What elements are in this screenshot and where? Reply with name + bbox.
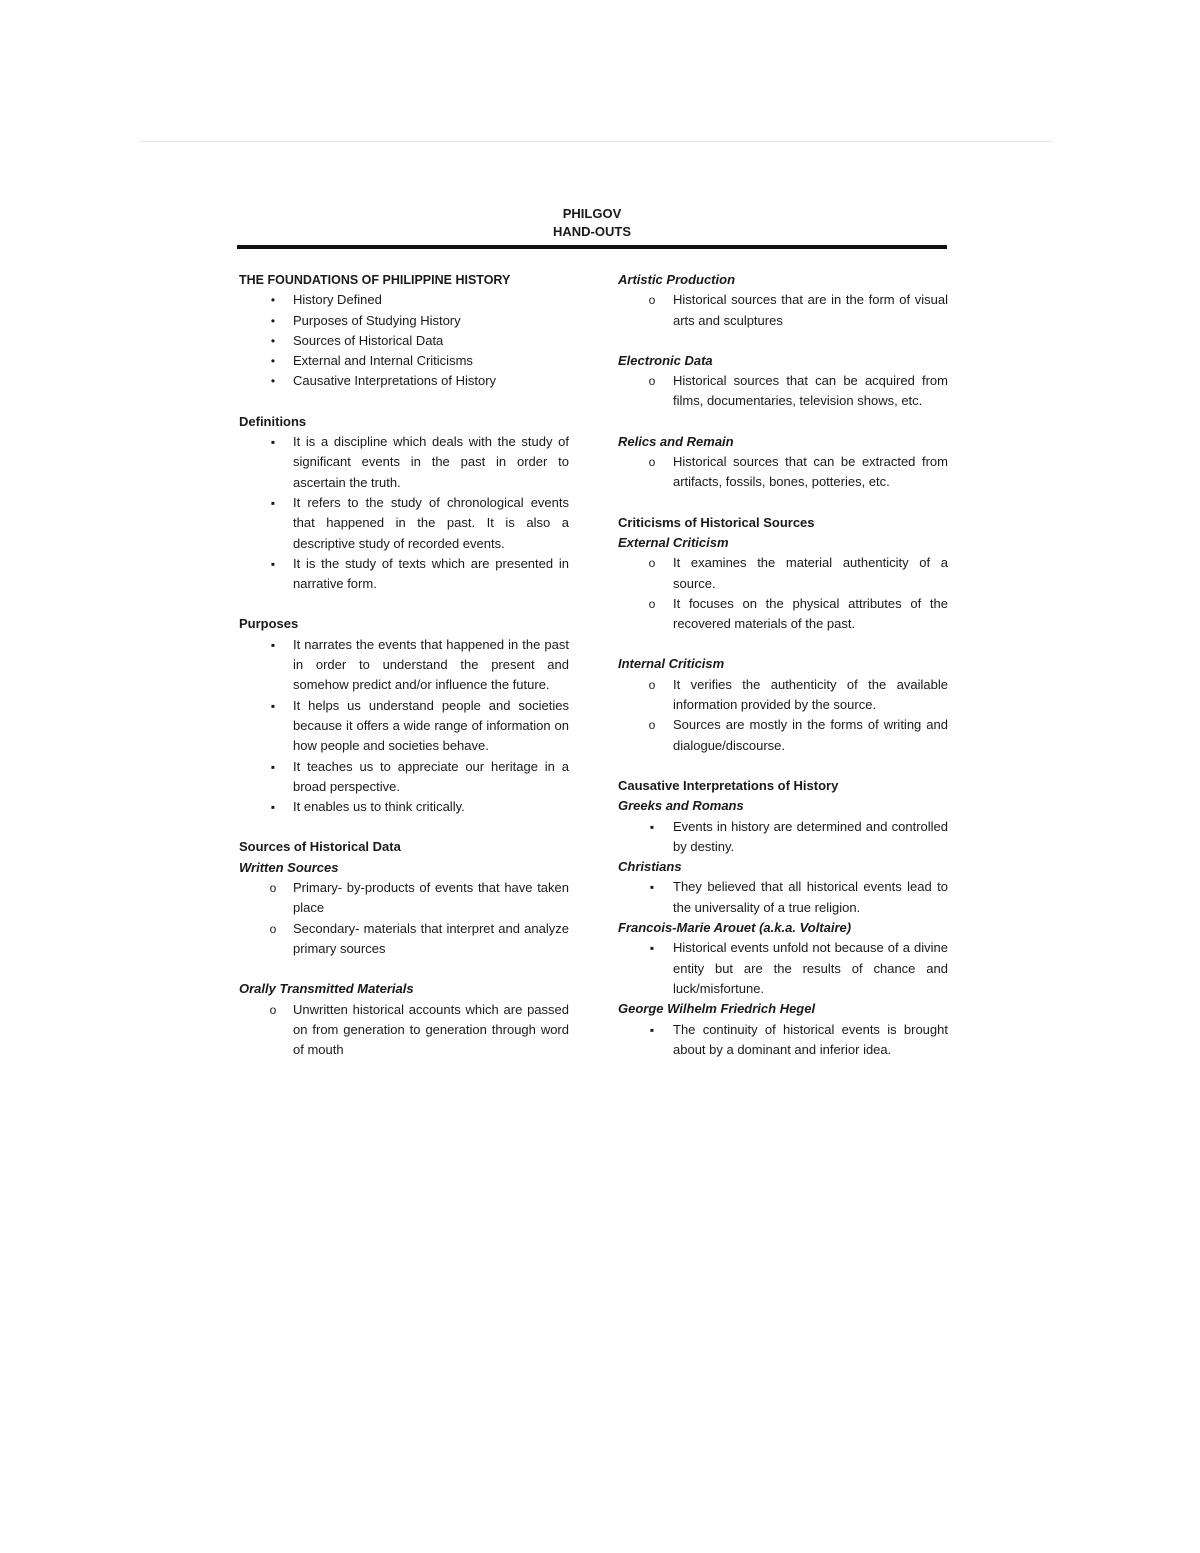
list-item: ▪ They believed that all historical events lead to the universality of a true religion. (618, 877, 948, 918)
bullet-icon: ▪ (270, 637, 276, 652)
electronic-list (618, 371, 948, 412)
written-sources-heading: Written Sources (239, 859, 339, 875)
causative-heading: Causative Interpretations of History (618, 777, 839, 793)
bullet-icon: o (648, 293, 656, 308)
criticisms-heading: Criticisms of Historical Sources (618, 514, 815, 530)
definitions-list (239, 432, 569, 594)
bullet-icon: o (648, 677, 656, 692)
bullet-icon: o (648, 455, 656, 470)
voltaire-list (618, 938, 948, 999)
bullet-icon: • (270, 293, 276, 308)
document-header (237, 205, 947, 241)
christians-list (618, 877, 948, 918)
list-item: o It examines the material authenticity of a source. (618, 553, 948, 594)
bullet-icon: o (648, 374, 656, 389)
bullet-icon: • (270, 354, 276, 369)
bullet-icon: o (648, 556, 656, 571)
header-title: PHILGOV (562, 206, 622, 221)
list-item: ▪ It is a discipline which deals with the study of significant events in the past in order to ascertain the truth. (239, 432, 569, 493)
list-item: • Purposes of Studying History (239, 311, 569, 331)
greeks-romans-heading: Greeks and Romans (618, 798, 744, 814)
written-sources-list (239, 878, 569, 959)
relics-list (618, 452, 948, 493)
list-item: • Causative Interpretations of History (239, 371, 569, 391)
oral-sources-heading: Orally Transmitted Materials (239, 981, 414, 997)
list-item: ▪ It refers to the study of chronological events that happened in the past. It is also a descriptive study of recorded events. (239, 493, 569, 554)
list-item: o Historical sources that are in the form of visual arts and sculptures (618, 290, 948, 331)
left-column (239, 270, 569, 1060)
bullet-icon: ▪ (270, 556, 276, 571)
list-item: ▪ It enables us to think critically. (239, 797, 569, 817)
list-item: ▪ It teaches us to appreciate our heritage in a broad perspective. (239, 757, 569, 798)
internal-criticism-heading: Internal Criticism (618, 656, 725, 672)
electronic-heading: Electronic Data (618, 352, 713, 368)
list-item: o It verifies the authenticity of the available information provided by the source. (618, 675, 948, 716)
bullet-icon: ▪ (649, 819, 655, 834)
bullet-icon: • (270, 333, 276, 348)
hegel-list (618, 1020, 948, 1061)
bullet-icon: ▪ (649, 941, 655, 956)
voltaire-heading: Francois-Marie Arouet (a.k.a. Voltaire) (618, 920, 852, 936)
internal-criticism-list (618, 675, 948, 756)
list-item: ▪ It narrates the events that happened in the past in order to understand the present and somehow predict and/or influence the future. (239, 635, 569, 696)
bullet-icon: ▪ (649, 880, 655, 895)
bullet-icon: ▪ (270, 495, 276, 510)
oral-sources-list (239, 1000, 569, 1061)
top-divider (140, 141, 1052, 142)
list-item: o It focuses on the physical attributes of the recovered materials of the past. (618, 594, 948, 635)
list-item: • History Defined (239, 290, 569, 310)
list-item: ▪ It helps us understand people and societies because it offers a wide range of information on how people and societies behave. (239, 696, 569, 757)
bullet-icon: ▪ (649, 1022, 655, 1037)
bullet-icon: o (648, 596, 656, 611)
relics-heading: Relics and Remain (618, 433, 734, 449)
bullet-icon: ▪ (270, 759, 276, 774)
christians-heading: Christians (618, 859, 682, 875)
external-criticism-list (618, 553, 948, 634)
list-item: o Secondary- materials that interpret and analyze primary sources (239, 919, 569, 960)
list-item: o Sources are mostly in the forms of writing and dialogue/discourse. (618, 715, 948, 756)
hegel-heading: George Wilhelm Friedrich Hegel (618, 1001, 816, 1017)
bullet-icon: o (269, 881, 277, 896)
bullet-icon: • (270, 374, 276, 389)
topic-list (239, 290, 569, 391)
list-item: ▪ Events in history are determined and controlled by destiny. (618, 817, 948, 858)
list-item: ▪ It is the study of texts which are presented in narrative form. (239, 554, 569, 595)
artistic-list (618, 290, 948, 331)
list-item: ▪ Historical events unfold not because of a divine entity but are the results of chance and luck/misfortune. (618, 938, 948, 999)
bullet-icon: ▪ (270, 698, 276, 713)
right-column (618, 270, 948, 1060)
bullet-icon: o (269, 1002, 277, 1017)
list-item: o Historical sources that can be acquired from films, documentaries, television shows, etc. (618, 371, 948, 412)
purposes-heading: Purposes (239, 616, 299, 632)
bullet-icon: o (269, 921, 277, 936)
artistic-heading: Artistic Production (618, 272, 736, 287)
definitions-heading: Definitions (239, 413, 307, 429)
external-criticism-heading: External Criticism (618, 534, 729, 550)
list-item: • External and Internal Criticisms (239, 351, 569, 371)
list-item: o Primary- by-products of events that have taken place (239, 878, 569, 919)
list-item: ▪ The continuity of historical events is brought about by a dominant and inferior idea. (618, 1020, 948, 1061)
greeks-romans-list (618, 817, 948, 858)
header-subtitle: HAND-OUTS (553, 224, 631, 239)
list-item: • Sources of Historical Data (239, 331, 569, 351)
section-title: THE FOUNDATIONS OF PHILIPPINE HISTORY (239, 273, 511, 287)
list-item: o Historical sources that can be extracted from artifacts, fossils, bones, potteries, etc. (618, 452, 948, 493)
list-item: o Unwritten historical accounts which are passed on from generation to generation through word of mouth (239, 1000, 569, 1061)
header-rule (237, 245, 947, 249)
bullet-icon: o (648, 718, 656, 733)
bullet-icon: ▪ (270, 435, 276, 450)
bullet-icon: • (270, 313, 276, 328)
bullet-icon: ▪ (270, 800, 276, 815)
sources-heading: Sources of Historical Data (239, 839, 401, 855)
purposes-list (239, 635, 569, 818)
